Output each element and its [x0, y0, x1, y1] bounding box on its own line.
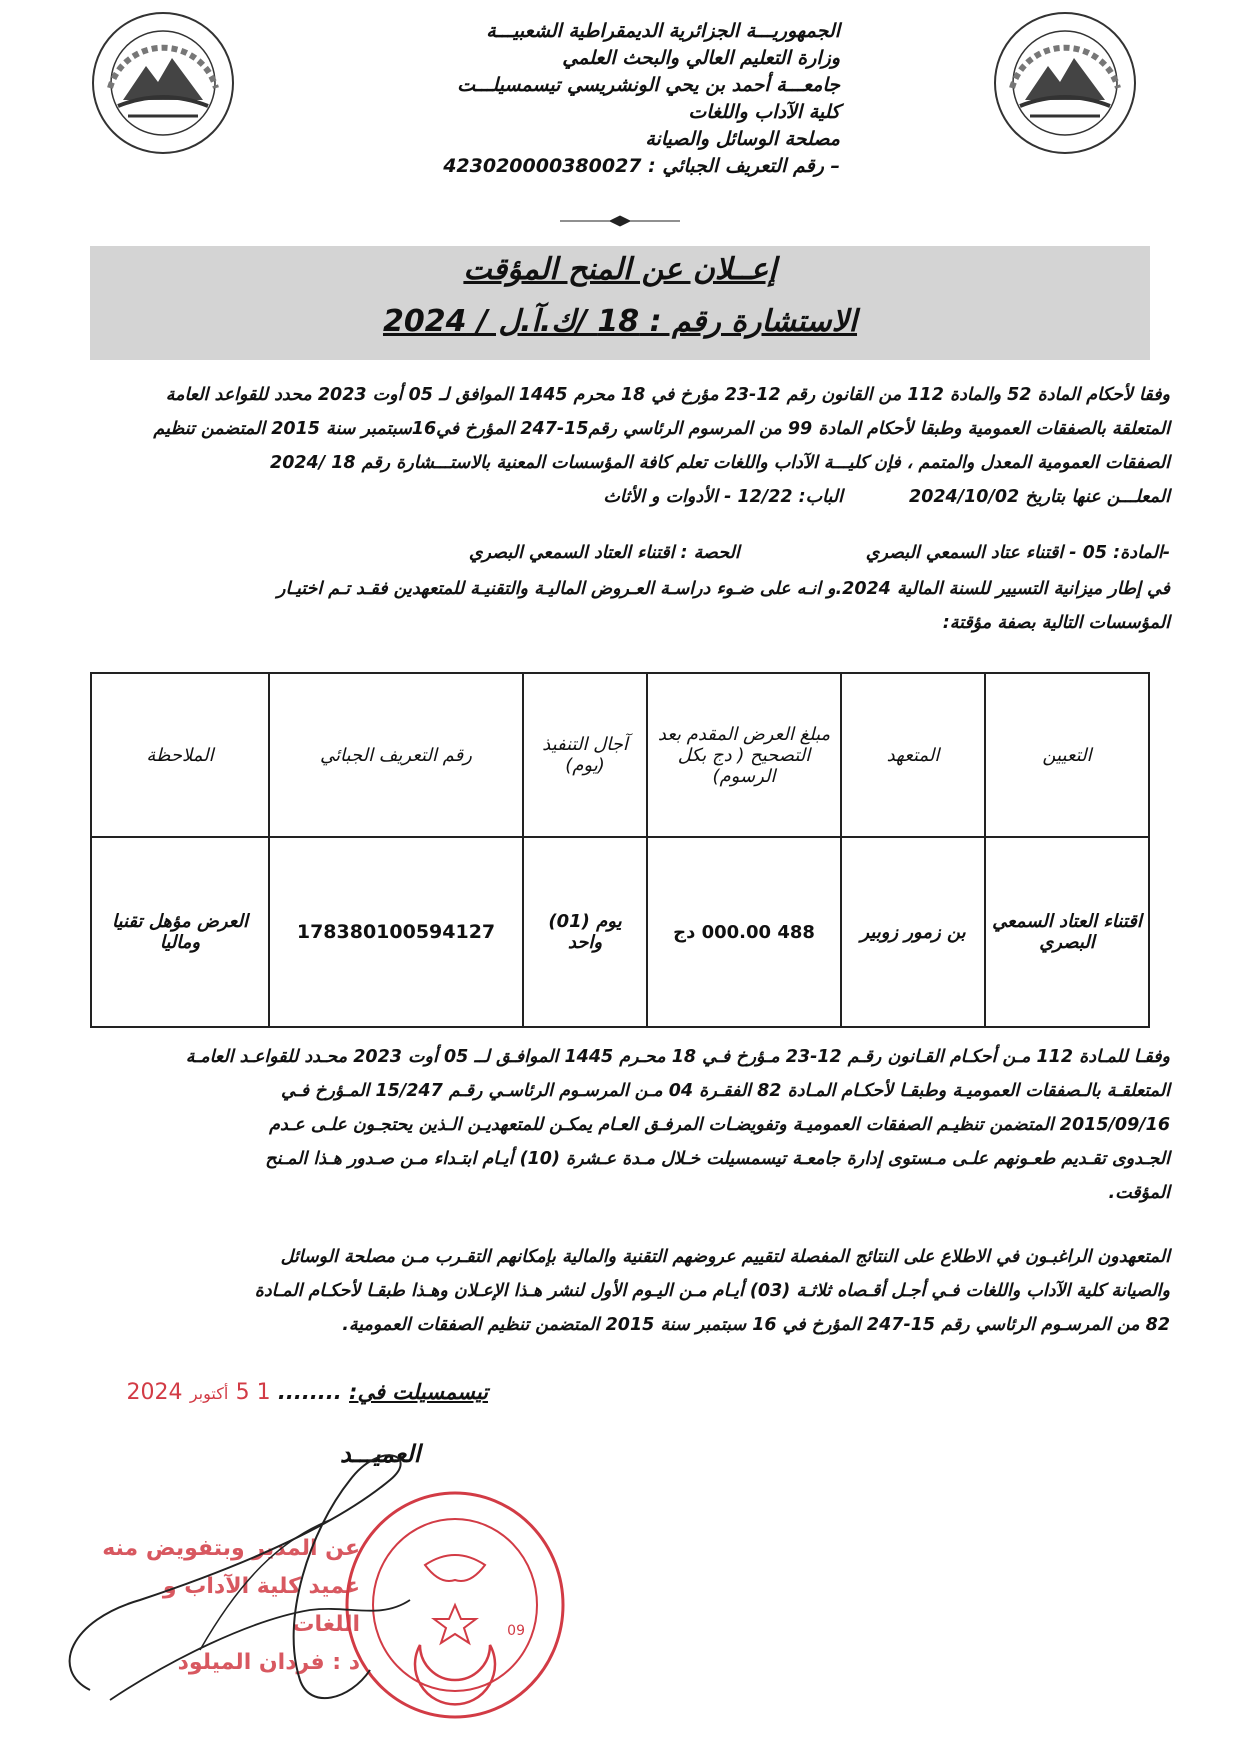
- stamped-day: 1 5: [235, 1380, 271, 1405]
- material-line: [72, 536, 1170, 570]
- results-paragraph: [72, 1240, 1170, 1342]
- place-label: تيسمسيلت في:: [349, 1380, 488, 1404]
- results-line: 82 من المرسـوم الرئاسي رقم 15-247 المؤرخ في 16 سبتمبر سنة 2015 المتضمن تنظيم الصفقات العمومية.: [342, 1315, 1170, 1335]
- header-line-service: مصلحة الوسائل والصيانة: [645, 128, 840, 150]
- cell-note: العرض مؤهل تقنيا وماليا: [91, 837, 269, 1027]
- header-line-faculty: كلية الآداب واللغات: [688, 101, 840, 123]
- stamped-month: أكتوبر: [189, 1384, 229, 1403]
- results-line: المتعهدون الراغبـون في الاطلاع على النتائج المفصلة لتقييم عروضهم التقنية والمالية بإمكانهم التقـرب مـن مصلحة الوسائل: [280, 1247, 1170, 1267]
- cell-delay: يوم (01) واحد: [523, 837, 647, 1027]
- fiscal-id-line: [330, 153, 840, 180]
- stamp-line: عميد كلية الآداب و اللغات: [162, 1574, 360, 1637]
- cell-tax-id: 178380100594127: [269, 837, 523, 1027]
- header-amount: مبلغ العرض المقدم بعد التصحيح ( دج بكل الرسوم): [647, 673, 841, 837]
- cell-designation: اقتناء العتاد السمعي البصري: [985, 837, 1149, 1027]
- appeal-paragraph: [72, 1040, 1170, 1210]
- material-item: -المادة: 05 - اقتناء عتاد السمعي البصري: [865, 543, 1170, 563]
- announcement-title: إعــلان عن المنح المؤقت: [463, 252, 777, 287]
- announced-label: المعلـــن عنها بتاريخ: [1025, 487, 1170, 507]
- table-row: [91, 837, 1149, 1027]
- header-delay: آجال التنفيذ (يوم): [523, 673, 647, 837]
- stamp-line: عن المدير وبتفويض منه: [102, 1536, 360, 1561]
- divider-ornament: [560, 214, 680, 228]
- header-line-ministry: وزارة التعليم العالي والبحث العلمي: [562, 47, 840, 69]
- fiscal-id-label: – رقم التعريف الجبائي :: [648, 155, 840, 177]
- header-note: الملاحظة: [91, 673, 269, 837]
- consultation-number: الاستشارة رقم : 18 /ك.آ.ل / 2024: [382, 304, 858, 339]
- selection-paragraph: [72, 572, 1170, 640]
- cell-bidder: بن زمور زوبير: [841, 837, 985, 1027]
- intro-line: الصفقات العمومية المعدل والمتمم ، فإن كليـــة الآداب واللغات تعلم كافة المؤسسات المعنية بالاستـــشارة رقم 18 /2024: [270, 453, 1170, 473]
- table-header-row: [91, 673, 1149, 837]
- place-date-line: تيسمسيلت في: ........ 1 5 أكتوبر 2024: [126, 1380, 488, 1405]
- fiscal-id-value: 423020000380027: [443, 155, 642, 177]
- header-tax-id: رقم التعريف الجبائي: [269, 673, 523, 837]
- appeal-line: 2015/09/16 المتضمن تنظيـم الصفقات العموميـة وتفويضـات المرفـق العـام يمكـن للمتعهديـن الـذين يحتجـون علـى عـدم: [269, 1115, 1170, 1135]
- results-line: والصيانة كلية الآداب واللغات فـي أجـل أقـصاه ثلاثـة (03) أيـام مـن اليـوم الأول لنشر هـذا الإعـلان وهـذا طبقـا لأحكـام المـادة: [254, 1281, 1170, 1301]
- cell-amount: 488 000.00 دج: [647, 837, 841, 1027]
- appeal-line: وفقـا للمـادة 112 مـن أحكـام القـانون رقـم 12-23 مـؤرخ فـي 18 محـرم 1445 الموافـق لــ 05 أوت 2023 محـدد للقواعـد العامـة: [185, 1047, 1170, 1067]
- stamped-year: 2024: [126, 1380, 183, 1405]
- award-table: [90, 672, 1150, 1028]
- stamp-line: د : فردان الميلود: [177, 1650, 360, 1675]
- announced-date: 2024/10/02: [909, 487, 1020, 507]
- intro-line: [72, 480, 1170, 514]
- dean-title: العميـــد: [340, 1440, 421, 1468]
- university-logo-right: [990, 8, 1140, 158]
- header-designation: التعيين: [985, 673, 1149, 837]
- appeal-line: المؤقت.: [1108, 1183, 1170, 1203]
- header-bidder: المتعهد: [841, 673, 985, 837]
- appeal-line: المتعلقـة بالـصفقات العموميـة وطبقـا لأحكـام المـادة 82 الفقـرة 04 مـن المرسـوم الرئاسـي رقـم 15/247 المـؤرخ فـي: [281, 1081, 1170, 1101]
- material-lot: الحصة : اقتناء العتاد السمعي البصري: [468, 543, 740, 563]
- university-logo-left: [88, 8, 238, 158]
- letterhead: [330, 18, 840, 180]
- header-line-republic: الجمهوريـــة الجزائرية الديمقراطية الشعبيـــة: [486, 20, 840, 42]
- chapter-label: الباب: 12/22 - الأدوات و الأثاث: [603, 487, 843, 507]
- selection-line: في إطار ميزانية التسيير للسنة المالية 2024.و انـه على ضـوء دراسـة العـروض الماليـة والتقنيـة للمتعهدين فقـد تـم اختيـار: [277, 579, 1170, 599]
- appeal-line: الجـدوى تقـديم طعـونهم علـى مـستوى إدارة جامعـة تيسمسيلت خـلال مـدة عـشرة (10) أيـام ابتـداء مـن صـدور هـذا المـنح: [265, 1149, 1170, 1169]
- intro-line: وفقا لأحكام المادة 52 والمادة 112 من القانون رقم 12-23 مؤرخ في 18 محرم 1445 الموافق لـ 05 أوت 2023 محدد للقواعد العامة: [165, 385, 1170, 405]
- header-line-university: جامعـــة أحمد بن يحي الونشريسي تيسمسيلـــت: [457, 74, 840, 96]
- intro-line: المتعلقة بالصفقات العمومية وطبقا لأحكام المادة 99 من المرسوم الرئاسي رقم15-247 المؤرخ في16سبتمبر سنة 2015 المتضمن تنظيم: [153, 419, 1170, 439]
- seal-number: 09: [507, 1623, 525, 1639]
- selection-line: المؤسسات التالية بصفة مؤقتة:: [942, 613, 1170, 633]
- handwritten-signature: [50, 1420, 480, 1720]
- intro-paragraph: [72, 378, 1170, 514]
